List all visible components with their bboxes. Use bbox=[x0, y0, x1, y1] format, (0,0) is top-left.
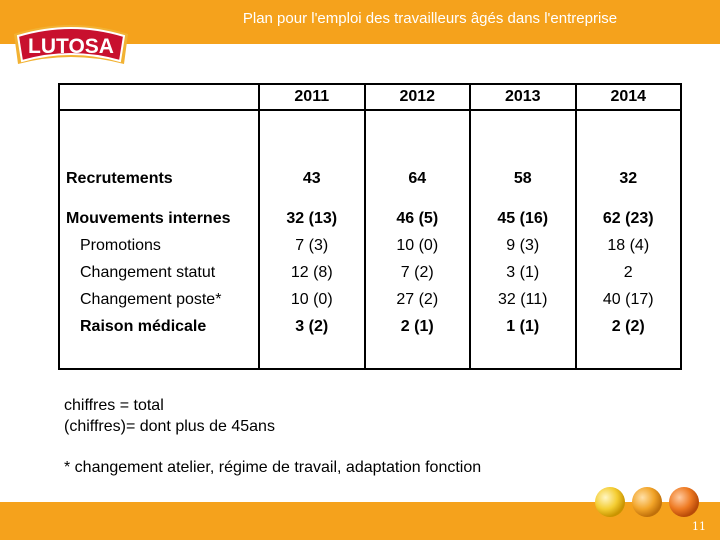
ball-yellow bbox=[595, 487, 625, 517]
cell-value: 62 (23) bbox=[576, 205, 682, 232]
year-2011-header: 2011 bbox=[259, 84, 365, 110]
cell-value: 3 (2) bbox=[259, 313, 365, 340]
cell-value: 2 bbox=[576, 259, 682, 286]
note-total: chiffres = total bbox=[64, 397, 164, 414]
cell-value: 10 (0) bbox=[365, 232, 471, 259]
cell-value: 46 (5) bbox=[365, 205, 471, 232]
table-row-mouvements-internes bbox=[59, 205, 681, 232]
row-label: Recrutements bbox=[66, 169, 173, 187]
row-label: Changement poste* bbox=[80, 290, 222, 308]
table-row-changement-statut bbox=[59, 259, 681, 286]
table-row-raison-medicale bbox=[59, 313, 681, 340]
cell-value: 32 (13) bbox=[259, 205, 365, 232]
header-row bbox=[59, 84, 681, 110]
table-row-changement-poste bbox=[59, 286, 681, 313]
logo-text: LUTOSA bbox=[28, 35, 114, 58]
year-2014-header: 2014 bbox=[576, 84, 682, 110]
cell-value: 2 (2) bbox=[576, 313, 682, 340]
cell-value: 32 bbox=[576, 165, 682, 192]
row-label: Mouvements internes bbox=[66, 209, 231, 227]
notes bbox=[64, 395, 481, 478]
cell-value: 45 (16) bbox=[470, 205, 576, 232]
cell-value: 27 (2) bbox=[365, 286, 471, 313]
employment-table bbox=[58, 83, 682, 370]
ball-dark-orange bbox=[669, 487, 699, 517]
page-number: 11 bbox=[692, 520, 706, 533]
table-row-recrutements bbox=[59, 165, 681, 192]
cell-value: 1 (1) bbox=[470, 313, 576, 340]
cell-value: 2 (1) bbox=[365, 313, 471, 340]
cell-value: 10 (0) bbox=[259, 286, 365, 313]
year-2012-header: 2012 bbox=[365, 84, 471, 110]
row-label: Raison médicale bbox=[80, 317, 207, 335]
header-corner bbox=[59, 84, 259, 110]
cell-value: 12 (8) bbox=[259, 259, 365, 286]
note-over-45: (chiffres)= dont plus de 45ans bbox=[64, 418, 275, 435]
cell-value: 58 bbox=[470, 165, 576, 192]
row-label: Changement statut bbox=[80, 263, 216, 281]
footnote: * changement atelier, régime de travail, adaptation fonction bbox=[64, 459, 482, 476]
cell-value: 32 (11) bbox=[470, 286, 576, 313]
cell-value: 40 (17) bbox=[576, 286, 682, 313]
slide-title: Plan pour l'emploi des travailleurs âgés dans l'entreprise bbox=[242, 10, 618, 27]
decorative-balls-icon bbox=[590, 483, 705, 523]
cell-value: 3 (1) bbox=[470, 259, 576, 286]
ball-orange bbox=[632, 487, 662, 517]
cell-value: 43 bbox=[259, 165, 365, 192]
cell-value: 64 bbox=[365, 165, 471, 192]
year-2013-header: 2013 bbox=[470, 84, 576, 110]
cell-value: 7 (2) bbox=[365, 259, 471, 286]
table-row-promotions bbox=[59, 232, 681, 259]
cell-value: 7 (3) bbox=[259, 232, 365, 259]
row-label: Promotions bbox=[80, 236, 161, 254]
cell-value: 9 (3) bbox=[470, 232, 576, 259]
lutosa-logo bbox=[10, 14, 132, 72]
cell-value: 18 (4) bbox=[576, 232, 682, 259]
